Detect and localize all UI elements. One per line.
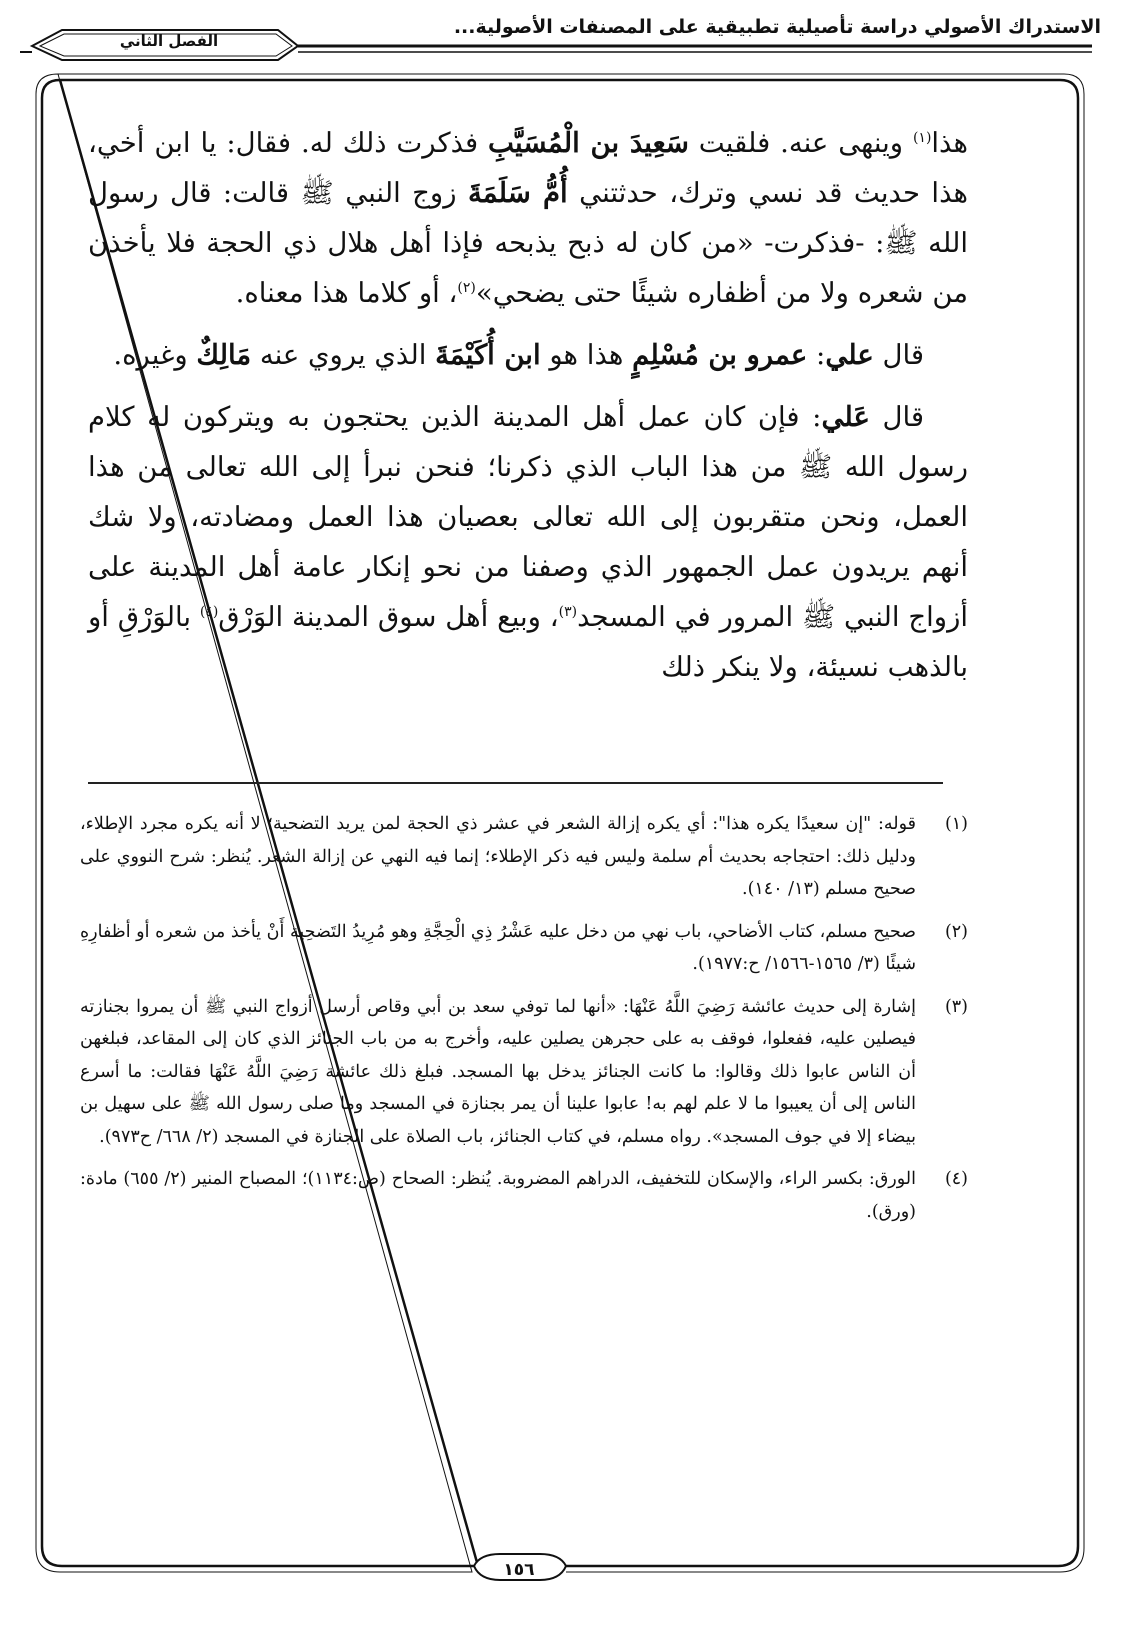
- name-ali-2: عَلي: [821, 401, 870, 433]
- footnote-number: (١): [944, 814, 968, 834]
- footnote-separator: [88, 782, 943, 784]
- name-umm-salamah: أُمُّ سَلَمَةَ: [467, 177, 568, 209]
- book-title: الاستدراك الأصولي دراسة تأصيلية تطبيقية على المصنفات الأصولية...: [453, 16, 1101, 38]
- footnote-1: [80, 808, 968, 906]
- footnote-ref-1[interactable]: (١): [912, 129, 932, 146]
- name-malik: مَالِكٌ: [196, 339, 252, 371]
- footnote-number: (٤): [944, 1169, 968, 1189]
- footnote-text: قوله: "إن سعيدًا يكره هذا": أي يكره إزالة الشعر في عشر ذي الحجة لمن يريد التضحية؛ لا أنه يكره مجرد الإطلاء، ودليل ذلك: احتجاجه بحديث أم سلمة وليس فيه ذكر الإطلاء؛ إنما فيه النهي عن إزالة الشعر. يُنظر: شرح النووي على صحيح مسلم (١٣/ ١٤٠).: [80, 814, 916, 899]
- page-number: ١٥٦: [503, 1560, 535, 1580]
- paragraph-1: هذا$^{(١)}$ وينهى عنه. فلقيت سَعِيدَ بن الْمُسَيَّبِ فذكرت ذلك له. فقال: يا ابن أخي، هذا حديث قد نسي وترك، حدثتني أُمُّ سَلَمَةَ زوج النبي ﷺ قالت: قال رسول الله ﷺ: -فذكرت- «من كان له ذبح يذبحه فإذا أهل هلال ذي الحجة فلا يأخذن من شعره ولا من أظفاره شيئًا حتى يضحي»$^{(٢)}$، أو كلاما هذا معناه.: [88, 127, 969, 309]
- footnote-number: (٢): [944, 921, 968, 942]
- footnote-text: الورق: بكسر الراء، والإسكان للتخفيف، الدراهم المضروبة. يُنظر: الصحاح (ص:١١٣٤)؛ المصباح المنير (٢/ ٦٥٥) مادة: (ورق).: [80, 1169, 916, 1222]
- footnote-number: (٣): [944, 996, 968, 1017]
- footnote-ref-3[interactable]: (٣): [558, 603, 578, 620]
- chapter-label: الفصل الثاني: [119, 32, 219, 50]
- footnote-text: إشارة إلى حديث عائشة رَضِيَ اللَّهُ عَنْهَا: «أنها لما توفي سعد بن أبي وقاص أرسل أزواج النبي ﷺ أن يمروا بجنازته فيصلين عليه، ففعلوا، فوقف به على حجرهن يصلين عليه، وأخرج به من باب الجنائز الذي كان إلى المقاعد، فبلغهن أن الناس عابوا ذلك وقالوا: ما كانت الجنائز يدخل بها المسجد. فبلغ ذلك عائشة رَضِيَ اللَّهُ عَنْهَا فقالت: ما أسرع الناس إلى أن يعيبوا ما لا علم لهم به! عابوا علينا أن يمر بجنازة في المسجد وما صلى رسول الله ﷺ على سهيل بن بيضاء إلا في جوف المسجد». رواه مسلم، في كتاب الجنائز، باب الصلاة على الجنازة في المسجد (٢/ ٦٦٨/ ح٩٧٣).: [80, 996, 916, 1147]
- paragraph-3: قال عَلي: فإن كان عمل أهل المدينة الذين يحتجون به ويتركون له كلام رسول الله ﷺ من هذا الباب الذي ذكرنا؛ فنحن نبرأ إلى الله تعالى من هذا العمل، ونحن متقربون إلى الله تعالى بعصيان هذا العمل ومضادته، ولا شك أنهم يريدون عمل الجمهور الذي وصفنا من نحو إنكار عامة أهل المدينة على أزواج النبي ﷺ المرور في المسجد$^{(٣)}$، وبيع أهل سوق المدينة الوَرْق$^{(٤)}$ بالوَرْقِ أو بالذهب نسيئة، ولا ينكر ذلك: [88, 401, 968, 683]
- footnote-4: [80, 1163, 968, 1228]
- footnote-3: [80, 991, 968, 1154]
- footnote-ref-4[interactable]: (٤): [199, 603, 219, 620]
- name-said-ibn-musayyib: سَعِيدَ بن الْمُسَيَّبِ: [488, 127, 689, 159]
- footnote-ref-2[interactable]: (٢): [457, 279, 476, 296]
- name-ali: علي: [825, 339, 874, 371]
- name-amr-ibn-muslim: عمرو بن مُسْلِمٍ: [632, 339, 808, 371]
- footnotes: [80, 808, 968, 1238]
- footnote-2: [80, 916, 968, 981]
- name-ibn-ukaymah: ابن أُكَيْمَةَ: [435, 339, 541, 371]
- main-text: [88, 118, 968, 704]
- paragraph-2: قال علي: عمرو بن مُسْلِمٍ هذا هو ابن أُكَيْمَةَ الذي يروي عنه مَالِكٌ وغيره.: [113, 339, 924, 371]
- footnote-text: صحيح مسلم، كتاب الأضاحي، باب نهي من دخل عليه عَشْرُ ذِي الْحِجَّةِ وهو مُرِيدُ التَضحِية أَنْ يأخذ من شعره أو أظفارِهِ شيئًا (٣/ ١٥٦٥-١٥٦٦/ ح:١٩٧٧).: [80, 921, 916, 974]
